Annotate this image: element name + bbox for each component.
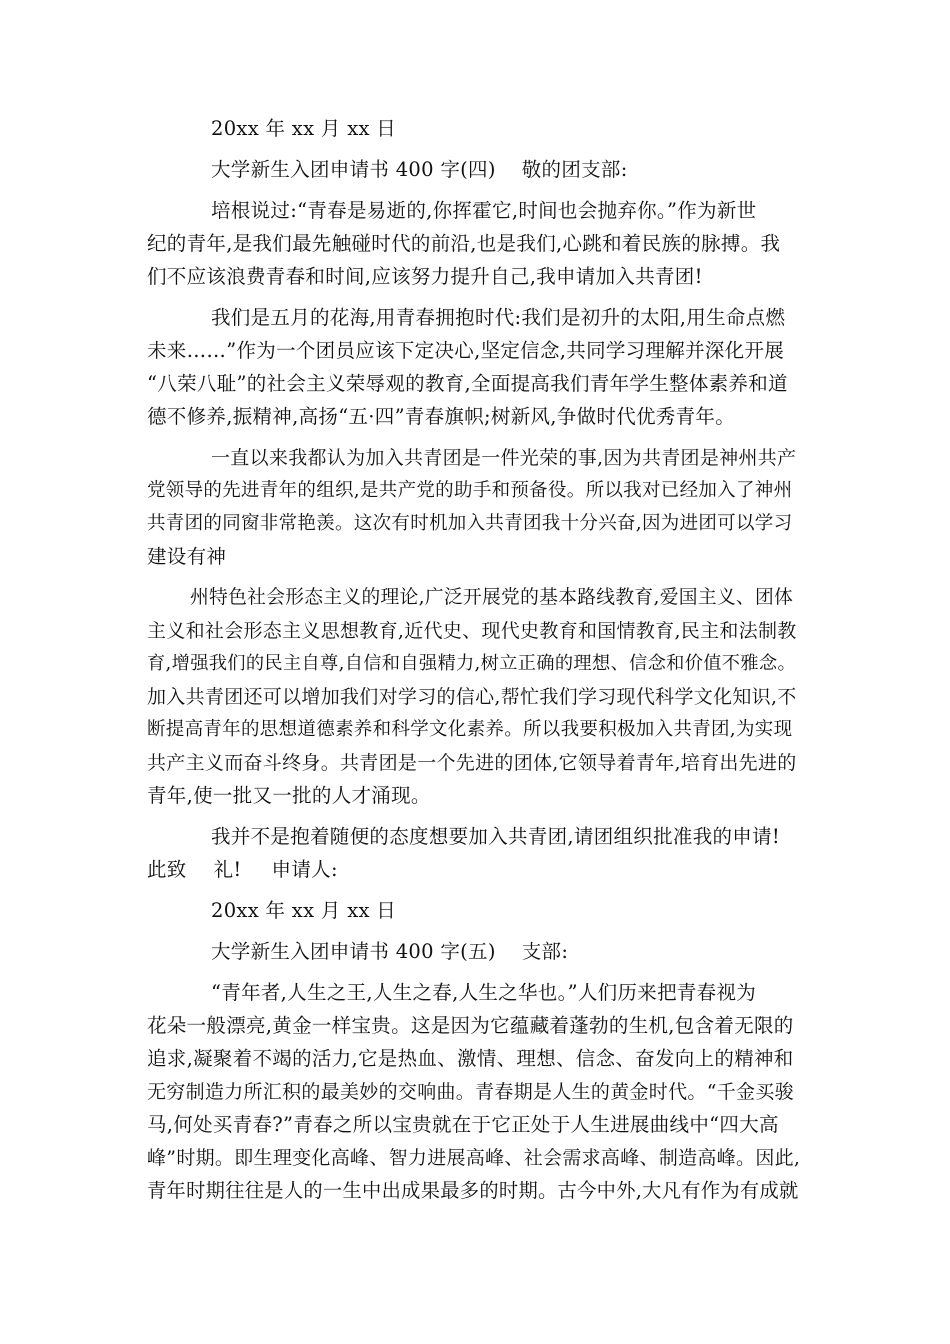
paragraph-line: 马,何处买青春?”青春之所以宝贵就在于它正处于人生进展曲线中“四大高 [147,1113,779,1136]
date-line: 20xx 年 xx 月 xx 日 [211,117,397,140]
paragraph-line: 育,增强我们的民主自尊,自信和自强精力,树立正确的理想、信念和价值不雅念。 [147,653,797,674]
heading-text: 大学新生入团申请书 400 字(五) [211,940,496,963]
section-heading-4 [211,158,628,182]
paragraph-line: 加入共青团还可以增加我们对学习的信心,帮忙我们学习现代科学文化知识,不 [147,686,797,708]
applicant-label: 申请人: [271,858,338,881]
paragraph-line: 主义和社会形态主义思想教育,近代史、现代史教育和国情教育,民主和法制教 [147,620,797,642]
paragraph-line: 州特色社会形态主义的理论,广泛开展党的基本路线教育,爱国主义、团体 [190,587,794,608]
closing-line [147,858,338,882]
paragraph-line: 德不修养,振精神,高扬“五·四”青春旗帜;树新风,争做时代优秀青年。 [147,405,736,428]
heading-text: 大学新生入团申请书 400 字(四) [211,158,496,181]
paragraph-line: 断提高青年的思想道德素养和科学文化素养。所以我要积极加入共青团,为实现 [147,719,793,740]
paragraph-line: 共青团的同窗非常艳羡。这次有时机加入共青团我十分兴奋,因为进团可以学习 [147,513,793,534]
paragraph-line: 纪的青年,是我们最先触碰时代的前沿,也是我们,心跳和着民族的脉搏。我 [147,232,781,255]
paragraph-line: 共产主义而奋斗终身。共青团是一个先进的团体,它领导着青年,培育出先进的 [147,752,797,774]
salutation-text: 敬的团支部: [521,158,628,181]
paragraph-line: 们不应该浪费青春和时间,应该努力提升自己,我申请加入共青团! [147,265,703,288]
paragraph-line: 追求,凝聚着不竭的活力,它是热血、激情、理想、信念、奋发向上的精神和 [147,1047,794,1070]
paragraph-line: 峰”时期。即生理变化高峰、智力进展高峰、社会需求高峰、制造高峰。因此, [147,1147,801,1169]
section-heading-5 [211,940,568,964]
paragraph-line: 我们是五月的花海,用青春拥抱时代:我们是初升的太阳,用生命点燃 [211,306,786,329]
paragraph-line: 建设有神 [147,545,227,568]
paragraph-line: 我并不是抱着随便的态度想要加入共青团,请团组织批准我的申请! [211,825,781,848]
paragraph-line: 未来……”作为一个团员应该下定决心,坚定信念,共同学习理解并深化开展 [147,339,785,362]
paragraph-line: 青年时期往往是人的一生中出成果最多的时期。古今中外,大凡有作为有成就 [147,1179,799,1202]
paragraph-line: 一直以来我都认为加入共青团是一件光荣的事,因为共青团是神州共产 [211,447,797,469]
salutation-text: 支部: [521,940,569,963]
paragraph-line: “青年者,人生之王,人生之春,人生之华也。”人们历来把青春视为 [211,981,757,1004]
closing-ci-zhi: 此致 [147,858,187,881]
paragraph-line: “八荣八耻”的社会主义荣辱观的教育,全面提高我们青年学生整体素养和道 [147,372,788,395]
paragraph-line: 无穷制造力所汇积的最美妙的交响曲。青春期是人生的黄金时代。“千金买骏 [147,1081,794,1103]
paragraph-line: 青年,使一批又一批的人才涌现。 [147,784,431,807]
closing-li: 礼! [213,858,242,881]
paragraph-line: 党领导的先进青年的组织,是共产党的助手和预备役。所以我对已经加入了神州 [147,480,793,501]
date-line: 20xx 年 xx 月 xx 日 [211,899,397,922]
paragraph-line: 花朵一般漂亮,黄金一样宝贵。这是因为它蕴藏着蓬勃的生机,包含着无限的 [147,1014,794,1037]
paragraph-line: 培根说过:“青春是易逝的,你挥霍它,时间也会抛弃你。”作为新世 [211,199,757,222]
